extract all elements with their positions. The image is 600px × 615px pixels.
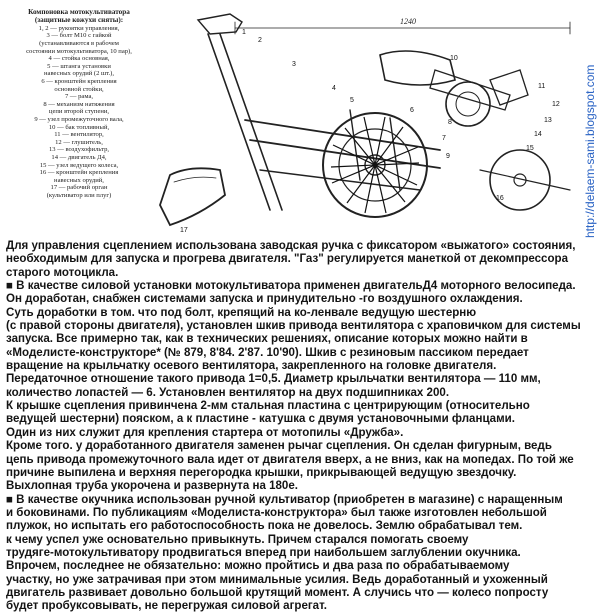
legend-item: 6 — кронштейн крепления <box>41 77 117 85</box>
body-line: вращение на крыльчатку осевого вентилятора, закрепленного на головке двигателя. <box>6 360 497 373</box>
body-line: цепь привода промежуточного вала идет от двигателя вверх, а не вниз, как на мопедах. По той же <box>6 453 574 466</box>
callout-number: 9 <box>446 153 450 160</box>
body-line: Для управления сцеплением использована заводская ручка с фиксатором «выжатого» состояния, <box>6 240 576 252</box>
body-line: двигатель развивает довольно большой крутящий момент. А случись что — колесо попросту <box>6 586 549 599</box>
body-line: к чему успел уже основательно привыкнуть. Причем старался помогать своему <box>6 533 469 546</box>
body-line: и боковинами. По публикациям «Моделиста-конструктора» был также изготовлен небольшой <box>6 506 547 519</box>
callout-number: 17 <box>180 227 188 234</box>
legend-item: 15 — узел ведущего колеса, <box>39 161 119 169</box>
article-body <box>6 240 598 614</box>
dimension-label: 1240 <box>400 17 416 26</box>
watermark-text: http://delaem-sami.blogspot.com <box>583 64 597 238</box>
body-line: трудяге-мотокультиватору продвигаться вперед при наибольшем заглублении окучника. <box>6 546 521 559</box>
figure-legend <box>4 8 154 199</box>
cultivator-drawing <box>150 0 590 240</box>
callout-number: 14 <box>534 131 542 138</box>
body-line: старого мотоцикла. <box>6 266 119 279</box>
body-line: количество лопастей — 6. Установлен вентилятор на двух подшипниках 200. <box>6 386 450 399</box>
callout-number: 15 <box>526 145 534 152</box>
body-line: Впрочем, последнее не обязательно: можно пройтись и два раза по обрабатываемому <box>6 560 510 573</box>
legend-item: (культиватор или плуг) <box>46 191 112 199</box>
body-line: (с правой стороны двигателя), установлен шкив привода вентилятора с храповичком для системы <box>6 320 581 333</box>
legend-item: 13 — воздухофильтр, <box>48 146 110 154</box>
callout-number: 5 <box>350 97 354 104</box>
legend-item: навесных орудий, <box>54 176 104 184</box>
legend-item: состоянии мотокультиватора, 10 пар), <box>26 47 132 55</box>
body-line: Один из них служит для крепления стартера от мотопилы «Дружба». <box>6 426 404 439</box>
legend-title: Компоновка мотокультиватора <box>28 8 130 16</box>
body-line: будет пробуксовывать, не перегружая силовой агрегат. <box>6 600 327 613</box>
legend-item: цепи второй ступени, <box>48 108 110 116</box>
body-line: запуска. Все примерно так, как в технических решениях, описание которых можно найти в <box>6 333 528 346</box>
legend-item: 11 — вентилятор, <box>54 131 104 139</box>
legend-title: (защитные кожухи сняты): <box>34 16 124 25</box>
legend-item: 8 — механизм натяжения <box>43 100 115 108</box>
callout-number: 12 <box>552 101 560 108</box>
callout-number: 11 <box>538 83 546 90</box>
callout-number: 13 <box>544 117 552 124</box>
body-line: Выхлопная труба укорочена и развернута на 180е. <box>6 480 298 493</box>
callout-number: 1 <box>242 29 246 36</box>
body-line: участку, но уже затрачивая при этом минимальные усилия. Ведь доработанный и ухоженный <box>6 573 548 586</box>
body-line: причине выпилена и верхняя перегородка крышки, прикрывающей ведущую звездочку. <box>6 466 517 479</box>
body-line: К крышке сцепления привинчена 2-мм стальная пластина с центрирующим (относительно <box>6 400 530 413</box>
callout-number: 2 <box>258 37 262 44</box>
body-line: Кроме того. у доработанного двигателя заменен рычаг сцепления. Он сделан фигурным, ведь <box>6 440 552 453</box>
body-line: Суть доработки в том. что под болт, крепящий на ко-ленвале ведущую шестерню <box>6 306 477 319</box>
body-line: Он доработан, снабжен системами запуска и принудительно -го воздушного охлаждения. <box>6 293 523 306</box>
legend-item: 1, 2 — рукоятки управления, <box>38 24 120 32</box>
callout-number: 4 <box>332 85 336 92</box>
legend-item: 3 — болт М10 с гайкой <box>46 32 112 40</box>
legend-item: основной стойки, <box>54 85 104 93</box>
legend-item: навесных орудий (2 шт.), <box>44 70 114 78</box>
legend-item: 16 — кронштейн крепления <box>39 169 119 177</box>
body-line: ведущей шестерни) пояском, а к пластине - катушка с двумя установочными фланцами. <box>6 413 515 426</box>
legend-item: 10 — бак топливный, <box>48 123 110 131</box>
callout-number: 3 <box>292 61 296 68</box>
blog-watermark <box>580 10 600 240</box>
body-line: Передаточное отношение такого привода 1=0,5. Диаметр крыльчатки вентилятора — 110 мм, <box>6 373 541 386</box>
callout-number: 16 <box>496 195 504 202</box>
callout-number: 10 <box>450 55 458 62</box>
callout-number: 7 <box>442 135 446 142</box>
body-line: ■ В качестве силовой установки мотокультиватора применен двигательД4 моторного велосипеда. <box>6 280 576 293</box>
legend-item: 12 — глушитель, <box>55 138 103 146</box>
body-line: необходимым для запуска и прогрева двигателя. "Газ" регулируется манеткой от декомпрессора <box>6 253 569 266</box>
legend-item: 5 — штанга установки <box>47 62 111 70</box>
legend-item: 14 — двигатель Д4, <box>51 153 107 161</box>
body-line: «Моделисте-конструкторе* (№ 879, 8'84. 2'87. 10'90). Шкив с резиновым пассиком передает <box>6 346 529 359</box>
legend-item: 17 — рабочий орган <box>50 184 108 192</box>
legend-item: (устанавливаются в рабочем <box>39 40 119 47</box>
callout-number: 8 <box>448 119 452 126</box>
body-line: ■ В качестве окучника использован ручной культиватор (приобретен в магазине) с наращенным <box>6 493 563 506</box>
body-line: плужок, но испытать его работоспособность пока не довелось. Землю обрабатывал тем. <box>6 520 523 533</box>
legend-item: 4 — стойка основная, <box>48 55 110 63</box>
callout-number: 6 <box>410 107 414 114</box>
legend-item: 7 — рама, <box>64 93 94 101</box>
legend-item: 9 — узел промежуточного вала, <box>34 115 124 123</box>
